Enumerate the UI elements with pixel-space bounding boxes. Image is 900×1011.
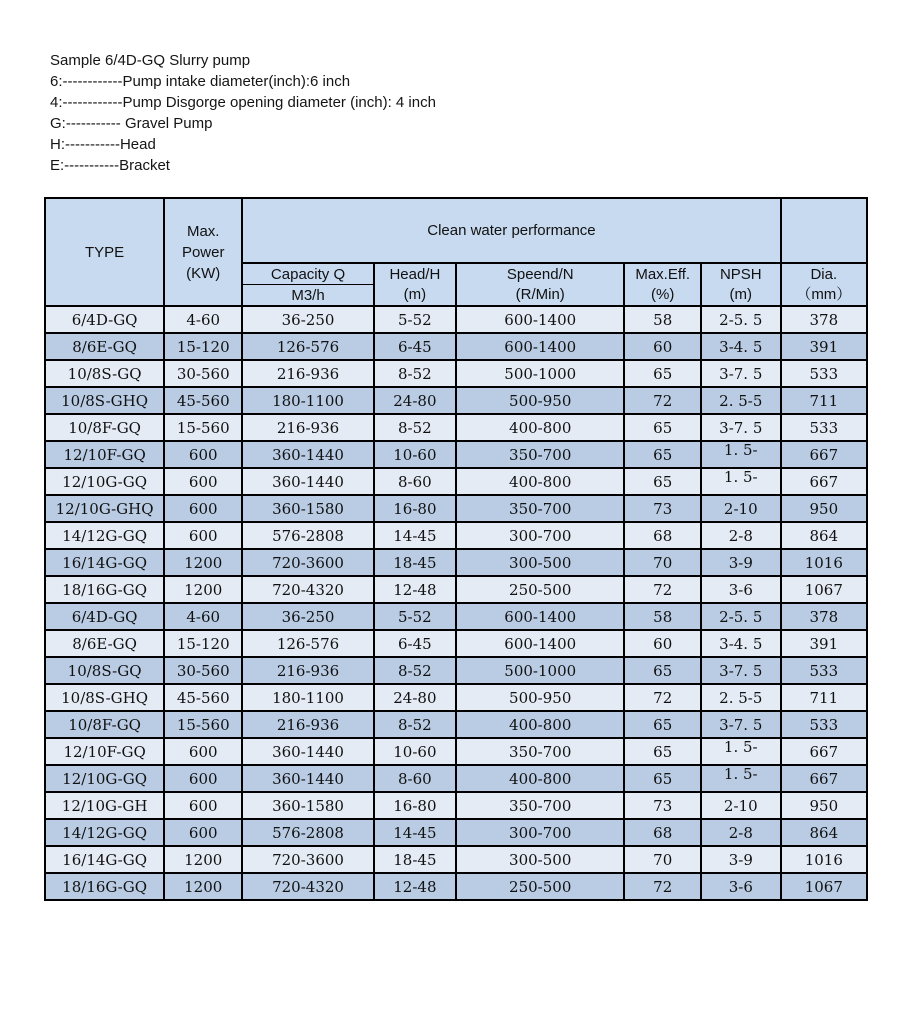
cell-power: 600 [164, 522, 242, 549]
cell-speed: 300-500 [456, 549, 625, 576]
cell-eff: 65 [624, 765, 700, 792]
cell-dia: 533 [781, 414, 867, 441]
cell-speed: 300-700 [456, 819, 625, 846]
cell-power: 600 [164, 495, 242, 522]
cell-eff: 72 [624, 684, 700, 711]
intro-title: Sample 6/4D-GQ Slurry pump [50, 52, 251, 69]
cell-capacity: 360-1440 [242, 468, 374, 495]
cell-eff: 65 [624, 360, 700, 387]
header-npsh-line2: (m) [729, 285, 753, 303]
header-dia-spacer [781, 198, 867, 263]
cell-power: 1200 [164, 549, 242, 576]
cell-power: 15-120 [164, 630, 242, 657]
cell-head: 18-45 [374, 846, 456, 873]
cell-npsh: 1. 5- [701, 441, 781, 468]
cell-type: 10/8S-GHQ [45, 684, 164, 711]
cell-capacity: 216-936 [242, 657, 374, 684]
cell-capacity: 216-936 [242, 711, 374, 738]
cell-npsh: 3-9 [701, 549, 781, 576]
header-row-group [45, 198, 867, 263]
cell-capacity: 720-3600 [242, 549, 374, 576]
cell-head: 8-52 [374, 360, 456, 387]
cell-power: 600 [164, 468, 242, 495]
cell-dia: 667 [781, 468, 867, 495]
header-dia-line2: （mm） [796, 285, 852, 303]
cell-capacity: 126-576 [242, 630, 374, 657]
cell-type: 14/12G-GQ [45, 819, 164, 846]
header-speed-line1: Speend/N [506, 265, 574, 283]
cell-npsh: 3-7. 5 [701, 360, 781, 387]
cell-head: 12-48 [374, 576, 456, 603]
cell-power: 600 [164, 441, 242, 468]
table-row [45, 441, 867, 468]
cell-dia: 1067 [781, 576, 867, 603]
table-row [45, 360, 867, 387]
cell-eff: 72 [624, 576, 700, 603]
cell-power: 30-560 [164, 657, 242, 684]
cell-type: 18/16G-GQ [45, 576, 164, 603]
cell-npsh: 2. 5-5 [701, 387, 781, 414]
cell-power: 1200 [164, 846, 242, 873]
cell-npsh: 2-8 [701, 819, 781, 846]
cell-power: 600 [164, 819, 242, 846]
table-row [45, 711, 867, 738]
header-npsh [701, 263, 781, 306]
table-row [45, 873, 867, 900]
header-max-eff-line2: (%) [651, 285, 675, 303]
cell-head: 8-52 [374, 414, 456, 441]
cell-eff: 70 [624, 549, 700, 576]
cell-dia: 711 [781, 684, 867, 711]
cell-type: 16/14G-GQ [45, 549, 164, 576]
table-row [45, 414, 867, 441]
cell-dia: 864 [781, 522, 867, 549]
cell-dia: 667 [781, 765, 867, 792]
cell-capacity: 36-250 [242, 306, 374, 333]
cell-capacity: 360-1580 [242, 792, 374, 819]
cell-head: 24-80 [374, 684, 456, 711]
header-max-power-line2: Power [181, 243, 225, 261]
cell-power: 1200 [164, 576, 242, 603]
cell-speed: 600-1400 [456, 603, 625, 630]
cell-speed: 300-500 [456, 846, 625, 873]
cell-dia: 391 [781, 333, 867, 360]
cell-power: 4-60 [164, 306, 242, 333]
cell-dia: 1067 [781, 873, 867, 900]
cell-npsh: 3-9 [701, 846, 781, 873]
cell-type: 14/12G-GQ [45, 522, 164, 549]
cell-dia: 1016 [781, 549, 867, 576]
cell-head: 18-45 [374, 549, 456, 576]
cell-speed: 500-950 [456, 387, 625, 414]
cell-eff: 65 [624, 711, 700, 738]
cell-head: 12-48 [374, 873, 456, 900]
cell-npsh: 3-4. 5 [701, 333, 781, 360]
cell-npsh: 2-5. 5 [701, 306, 781, 333]
cell-speed: 250-500 [456, 576, 625, 603]
cell-npsh: 1. 5- [701, 468, 781, 495]
table-header [45, 198, 867, 306]
pump-spec-table [44, 197, 868, 901]
table-row [45, 657, 867, 684]
cell-capacity: 720-3600 [242, 846, 374, 873]
cell-capacity: 180-1100 [242, 684, 374, 711]
cell-eff: 65 [624, 414, 700, 441]
cell-head: 10-60 [374, 441, 456, 468]
cell-npsh: 3-4. 5 [701, 630, 781, 657]
header-speed-line2: (R/Min) [515, 285, 565, 303]
header-npsh-line1: NPSH [719, 265, 762, 283]
cell-dia: 667 [781, 441, 867, 468]
table-row [45, 333, 867, 360]
table-row [45, 684, 867, 711]
header-max-power-line1: Max. [186, 222, 220, 240]
cell-type: 10/8S-GQ [45, 657, 164, 684]
header-capacity-unit: M3/h [242, 285, 374, 307]
cell-npsh: 1. 5- [701, 765, 781, 792]
header-capacity: Capacity Q [242, 263, 374, 285]
cell-npsh: 3-7. 5 [701, 657, 781, 684]
cell-type: 18/16G-GQ [45, 873, 164, 900]
table-body [45, 306, 867, 900]
cell-speed: 350-700 [456, 441, 625, 468]
cell-eff: 68 [624, 522, 700, 549]
cell-speed: 250-500 [456, 873, 625, 900]
cell-power: 45-560 [164, 684, 242, 711]
table-row [45, 387, 867, 414]
cell-dia: 1016 [781, 846, 867, 873]
cell-speed: 350-700 [456, 792, 625, 819]
cell-type: 16/14G-GQ [45, 846, 164, 873]
intro-line-gravel: G:----------- Gravel Pump [50, 115, 213, 132]
cell-dia: 533 [781, 360, 867, 387]
intro-line-head: H:-----------Head [50, 136, 156, 153]
cell-speed: 400-800 [456, 765, 625, 792]
table-row [45, 765, 867, 792]
cell-capacity: 576-2808 [242, 819, 374, 846]
cell-eff: 58 [624, 603, 700, 630]
cell-dia: 533 [781, 711, 867, 738]
cell-head: 5-52 [374, 306, 456, 333]
cell-speed: 350-700 [456, 495, 625, 522]
cell-npsh: 3-7. 5 [701, 414, 781, 441]
cell-speed: 350-700 [456, 738, 625, 765]
cell-capacity: 180-1100 [242, 387, 374, 414]
cell-eff: 68 [624, 819, 700, 846]
cell-eff: 58 [624, 306, 700, 333]
cell-npsh: 2-10 [701, 495, 781, 522]
cell-speed: 400-800 [456, 468, 625, 495]
header-max-power-line3: (KW) [186, 264, 221, 282]
cell-type: 6/4D-GQ [45, 603, 164, 630]
cell-dia: 667 [781, 738, 867, 765]
cell-power: 30-560 [164, 360, 242, 387]
cell-eff: 72 [624, 387, 700, 414]
cell-capacity: 126-576 [242, 333, 374, 360]
cell-power: 15-560 [164, 414, 242, 441]
cell-head: 8-60 [374, 765, 456, 792]
table-row [45, 738, 867, 765]
cell-npsh: 2-10 [701, 792, 781, 819]
cell-type: 10/8S-GHQ [45, 387, 164, 414]
table-row [45, 495, 867, 522]
table-row [45, 846, 867, 873]
cell-npsh: 3-6 [701, 576, 781, 603]
cell-dia: 378 [781, 603, 867, 630]
cell-type: 8/6E-GQ [45, 333, 164, 360]
cell-eff: 70 [624, 846, 700, 873]
cell-type: 12/10G-GHQ [45, 495, 164, 522]
cell-capacity: 360-1440 [242, 738, 374, 765]
cell-type: 12/10F-GQ [45, 738, 164, 765]
cell-capacity: 360-1440 [242, 765, 374, 792]
cell-speed: 500-950 [456, 684, 625, 711]
header-clean-water-performance: Clean water performance [242, 198, 780, 263]
cell-capacity: 216-936 [242, 360, 374, 387]
cell-type: 12/10G-GH [45, 792, 164, 819]
cell-capacity: 720-4320 [242, 576, 374, 603]
cell-type: 12/10F-GQ [45, 441, 164, 468]
cell-eff: 73 [624, 792, 700, 819]
cell-power: 15-560 [164, 711, 242, 738]
table-row [45, 468, 867, 495]
cell-eff: 65 [624, 657, 700, 684]
cell-capacity: 576-2808 [242, 522, 374, 549]
cell-type: 8/6E-GQ [45, 630, 164, 657]
cell-dia: 950 [781, 495, 867, 522]
cell-npsh: 2. 5-5 [701, 684, 781, 711]
cell-capacity: 360-1580 [242, 495, 374, 522]
cell-speed: 500-1000 [456, 657, 625, 684]
cell-eff: 65 [624, 738, 700, 765]
table-row [45, 549, 867, 576]
cell-head: 8-52 [374, 711, 456, 738]
header-max-power [164, 198, 242, 306]
cell-head: 6-45 [374, 630, 456, 657]
cell-power: 600 [164, 738, 242, 765]
cell-npsh: 2-5. 5 [701, 603, 781, 630]
table-row [45, 630, 867, 657]
table-row [45, 576, 867, 603]
cell-eff: 60 [624, 630, 700, 657]
cell-type: 12/10G-GQ [45, 468, 164, 495]
cell-dia: 378 [781, 306, 867, 333]
cell-capacity: 216-936 [242, 414, 374, 441]
table-row [45, 819, 867, 846]
header-max-eff [624, 263, 700, 306]
cell-head: 16-80 [374, 495, 456, 522]
cell-dia: 864 [781, 819, 867, 846]
cell-head: 8-52 [374, 657, 456, 684]
cell-speed: 300-700 [456, 522, 625, 549]
intro-line-bracket: E:-----------Bracket [50, 157, 170, 174]
cell-power: 4-60 [164, 603, 242, 630]
cell-head: 5-52 [374, 603, 456, 630]
cell-power: 600 [164, 792, 242, 819]
cell-eff: 72 [624, 873, 700, 900]
cell-eff: 60 [624, 333, 700, 360]
cell-type: 12/10G-GQ [45, 765, 164, 792]
cell-speed: 500-1000 [456, 360, 625, 387]
cell-dia: 533 [781, 657, 867, 684]
cell-power: 1200 [164, 873, 242, 900]
header-head [374, 263, 456, 306]
cell-type: 10/8S-GQ [45, 360, 164, 387]
cell-npsh: 2-8 [701, 522, 781, 549]
cell-eff: 65 [624, 441, 700, 468]
table-row [45, 522, 867, 549]
header-head-line2: (m) [403, 285, 427, 303]
intro-line-disgorge: 4:------------Pump Disgorge opening diameter (inch): 4 inch [50, 94, 436, 111]
cell-npsh: 1. 5- [701, 738, 781, 765]
cell-speed: 600-1400 [456, 333, 625, 360]
cell-dia: 391 [781, 630, 867, 657]
cell-head: 6-45 [374, 333, 456, 360]
header-dia-line1: Dia. [810, 265, 838, 283]
cell-capacity: 720-4320 [242, 873, 374, 900]
cell-head: 8-60 [374, 468, 456, 495]
cell-npsh: 3-7. 5 [701, 711, 781, 738]
cell-speed: 400-800 [456, 414, 625, 441]
cell-head: 14-45 [374, 522, 456, 549]
table-row [45, 306, 867, 333]
header-head-line1: Head/H [389, 265, 441, 283]
cell-type: 10/8F-GQ [45, 414, 164, 441]
table-row [45, 603, 867, 630]
cell-dia: 950 [781, 792, 867, 819]
cell-head: 10-60 [374, 738, 456, 765]
cell-speed: 600-1400 [456, 630, 625, 657]
header-speed [456, 263, 625, 306]
cell-speed: 400-800 [456, 711, 625, 738]
cell-power: 15-120 [164, 333, 242, 360]
cell-capacity: 36-250 [242, 603, 374, 630]
cell-power: 600 [164, 765, 242, 792]
header-max-eff-line1: Max.Eff. [635, 265, 691, 283]
header-dia [781, 263, 867, 306]
intro-block [50, 50, 900, 176]
cell-capacity: 360-1440 [242, 441, 374, 468]
cell-head: 24-80 [374, 387, 456, 414]
cell-head: 14-45 [374, 819, 456, 846]
cell-npsh: 3-6 [701, 873, 781, 900]
cell-eff: 73 [624, 495, 700, 522]
table-row [45, 792, 867, 819]
cell-type: 10/8F-GQ [45, 711, 164, 738]
header-type: TYPE [45, 198, 164, 306]
cell-dia: 711 [781, 387, 867, 414]
cell-power: 45-560 [164, 387, 242, 414]
intro-line-intake: 6:------------Pump intake diameter(inch):6 inch [50, 73, 351, 90]
cell-type: 6/4D-GQ [45, 306, 164, 333]
cell-eff: 65 [624, 468, 700, 495]
cell-head: 16-80 [374, 792, 456, 819]
cell-speed: 600-1400 [456, 306, 625, 333]
